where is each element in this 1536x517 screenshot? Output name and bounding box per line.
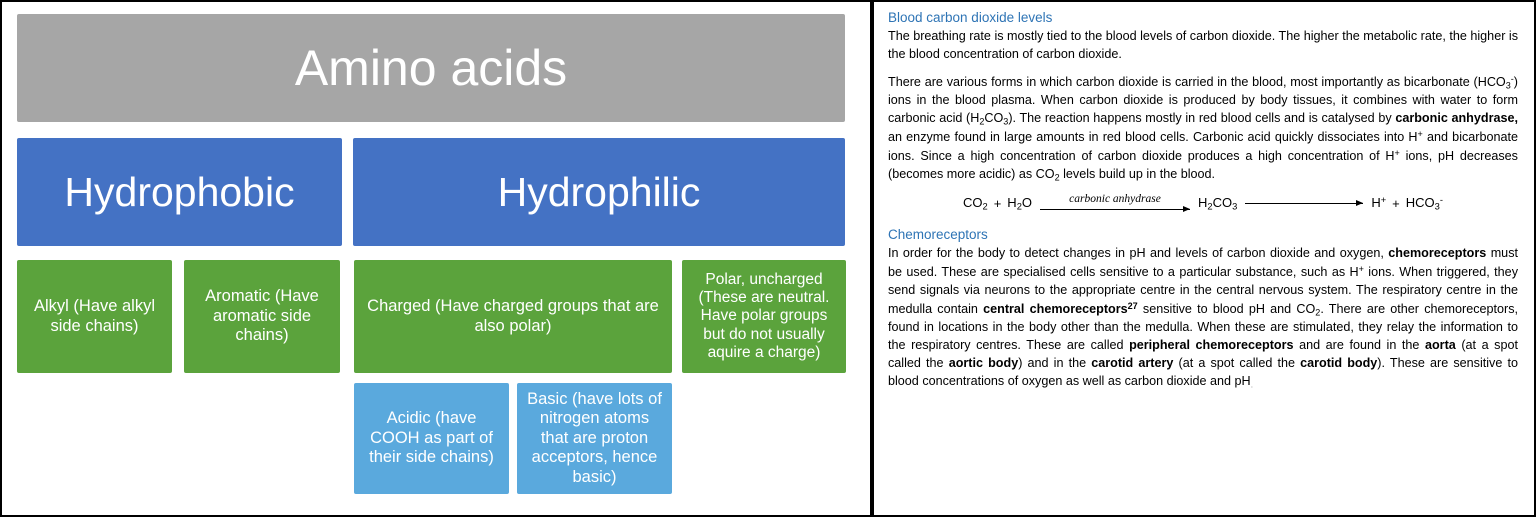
para3-seg-b: must be used. These are specialised cells sensitive to a particular substance, such as H (888, 246, 1518, 280)
para3-seg-d: sensitive to blood pH and CO (1137, 301, 1316, 316)
para3-bold-aortic-body: aortic body (948, 355, 1019, 370)
para3-seg-h: ) and in the (1018, 355, 1092, 370)
eq-h2co3-sub2: 3 (1232, 201, 1238, 212)
para3-sub-faded: . (1250, 378, 1254, 389)
diagram-box-aromatic: Aromatic (Have aromatic side chains) (184, 260, 340, 373)
arrow-line-1 (1040, 206, 1190, 213)
notes-heading-chemoreceptors: Chemoreceptors (888, 227, 988, 243)
para3-seg-g: (at a spot called the (888, 337, 1518, 370)
para3-seg-f: and are found in the (1293, 337, 1425, 352)
notes-paragraph-3 (888, 245, 1518, 391)
diagram-box-basic: Basic (have lots of nitrogen atoms that are proton acceptors, hence basic) (517, 383, 672, 494)
para2-seg-g: ions, pH decreases (becomes more acidic) as CO (888, 149, 1518, 181)
para2-sub-3b: 3 (1003, 116, 1009, 127)
eq-hco3-sup: - (1439, 194, 1443, 205)
diagram-box-alkyl: Alkyl (Have alkyl side chains) (17, 260, 172, 373)
notes-heading-blood-co2: Blood carbon dioxide levels (888, 10, 1053, 25)
para3-sub-co2: 2 (1315, 307, 1321, 318)
para3-seg-j: ). These are sensitive to blood concentrations of oxygen as well as carbon dioxide and pH (888, 355, 1518, 388)
para3-sup-ref-27: 27 (1127, 300, 1138, 311)
eq-h-sup: + (1380, 195, 1387, 206)
para2-sup-plus2: + (1394, 147, 1400, 158)
equation-plus-2: + (1392, 195, 1400, 211)
para2-sup-plus1: + (1417, 129, 1423, 140)
equation-hco3 (1406, 195, 1443, 212)
equation-co2 (963, 195, 988, 211)
para3-seg-a: In order for the body to detect changes in pH and levels of carbon dioxide and oxygen, (888, 246, 1389, 261)
eq-h2co3-co: CO (1212, 194, 1233, 210)
para3-seg-c: ions. When triggered, they send signals via neurons to the appropriate centre in the central nervous system. The respiratory centre in the medulla contain (888, 265, 1518, 316)
equation-arrow-1 (1040, 193, 1190, 213)
notes-paragraph-2 (888, 73, 1518, 184)
equation-h2co3 (1198, 195, 1237, 211)
notes-paragraph-1 (888, 28, 1518, 64)
eq-h2co3-sub1: 2 (1207, 201, 1213, 212)
equation-plus-1: + (993, 195, 1002, 211)
para2-seg-b: ) ions in the blood plasma. When carbon dioxide is produced by body tissues, it combines with water to form carbonic acid (H (888, 74, 1518, 125)
para3-bold-peripheral-chemoreceptors: peripheral chemoreceptors (1129, 337, 1294, 352)
para2-sub-3: 3 (1505, 80, 1511, 91)
diagram-box-hydrophobic: Hydrophobic (17, 138, 342, 246)
equation-arrow-2 (1245, 200, 1363, 207)
carbonic-anhydrase-equation (888, 193, 1518, 213)
para2-seg-a: There are various forms in which carbon dioxide is carried in the blood, most importantly as bicarbonate (HCO (888, 74, 1506, 89)
diagram-box-charged: Charged (Have charged groups that are also polar) (354, 260, 672, 373)
eq-h-label: H (1371, 195, 1381, 211)
eq-h2o-o: O (1021, 194, 1033, 210)
para2-bold-carbonic-anhydrase: carbonic anhydrase, (1395, 110, 1518, 125)
eq-hco3-sub: 3 (1434, 201, 1440, 212)
eq-h2co3-h: H (1198, 194, 1208, 210)
eq-h2o-h: H (1007, 194, 1017, 210)
equation-h2o (1007, 195, 1032, 211)
para2-sub-2: 2 (979, 116, 985, 127)
para3-seg-i: (at a spot called the (1173, 355, 1301, 370)
para3-bold-carotid-body: carotid body (1300, 355, 1378, 370)
equation-arrow-1-label: carbonic anhydrase (1069, 193, 1161, 206)
para2-seg-c: CO (984, 110, 1004, 125)
diagram-box-acidic: Acidic (have COOH as part of their side chains) (354, 383, 509, 494)
eq-co2-label: CO (963, 194, 983, 210)
para1-text: The breathing rate is mostly tied to the blood levels of carbon dioxide. The higher the metabolic rate, the higher is the blood concentration of carbon dioxide. (888, 29, 1518, 61)
para3-seg-e: . There are other chemoreceptors, found in locations in the body other than the medulla. When these are stimulated, they relay the information to the respiratory centres. These are called (888, 301, 1518, 352)
eq-co2-sub: 2 (982, 201, 988, 212)
arrow-line-2 (1245, 200, 1363, 207)
para2-seg-h: levels build up in the blood. (1059, 166, 1216, 181)
para2-seg-f: and bicarbonate ions. Since a high concentration of carbon dioxide produces a high concentration of H (888, 130, 1519, 164)
eq-h2o-sub: 2 (1016, 201, 1022, 212)
diagram-box-hydrophilic: Hydrophilic (353, 138, 845, 246)
equation-h-plus (1371, 195, 1386, 210)
para3-bold-chemoreceptors: chemoreceptors (1388, 246, 1487, 261)
eq-hco3-label: HCO (1405, 195, 1435, 211)
para2-sup-minus: - (1510, 73, 1514, 84)
para3-bold-central-chemoreceptors: central chemoreceptors (983, 301, 1128, 316)
para3-sup-plus: + (1358, 263, 1364, 274)
para2-seg-d: ). The reaction happens mostly in red blood cells and is catalysed by (1008, 110, 1396, 125)
notes-panel (872, 0, 1536, 517)
diagram-title-box: Amino acids (17, 14, 845, 122)
amino-acids-diagram (14, 12, 858, 505)
para3-bold-carotid-artery: carotid artery (1091, 355, 1174, 370)
para3-bold-aorta: aorta (1424, 337, 1456, 352)
diagram-box-polar-uncharged: Polar, uncharged (These are neutral. Have polar groups but do not usually aquire a charge) (682, 260, 846, 373)
para2-seg-e: an enzyme found in large amounts in red blood cells. Carbonic acid quickly dissociates into H (888, 130, 1418, 145)
para2-sub-co2: 2 (1054, 172, 1060, 183)
